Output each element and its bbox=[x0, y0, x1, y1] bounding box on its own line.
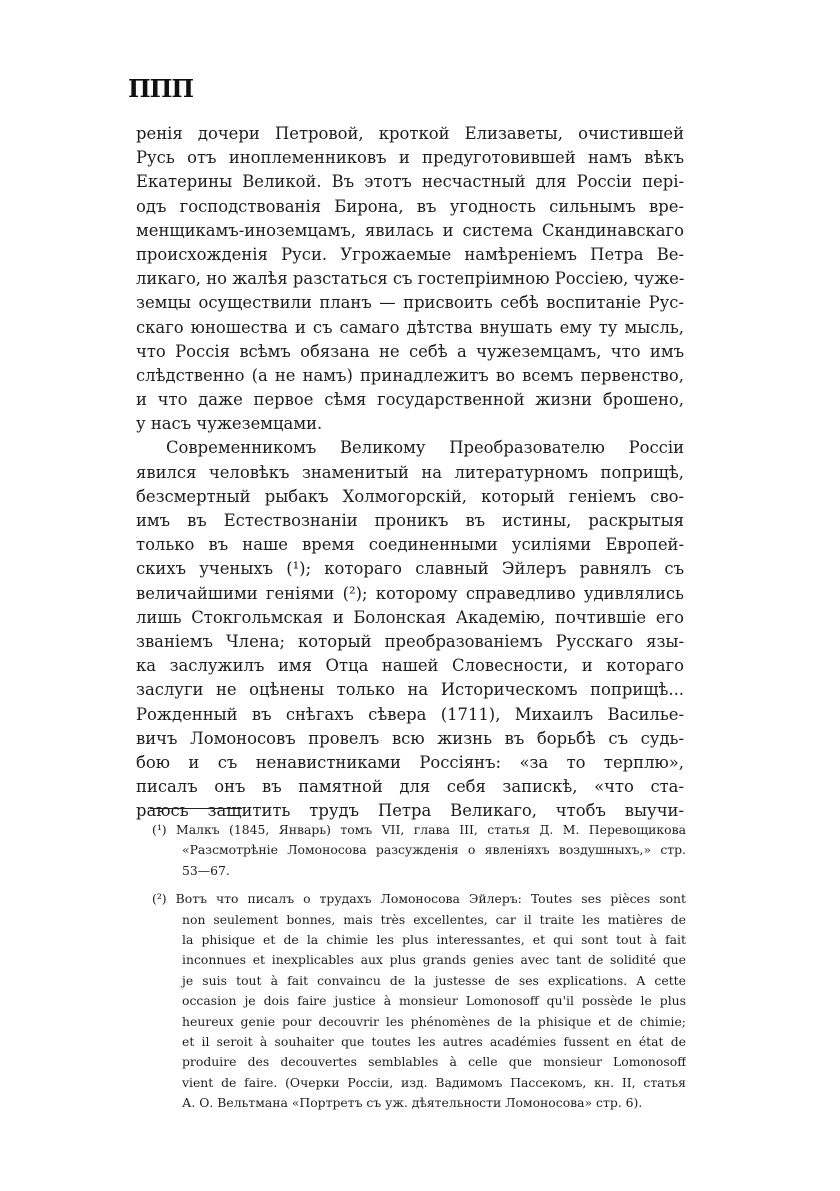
text-line: величайшими геніями (²); которому справедливо удивлялись bbox=[136, 583, 684, 603]
text-line: ренія дочери Петровой, кроткой Елизаветы, очистившей bbox=[136, 124, 684, 143]
text-line: бою и съ ненавистниками Россіянъ: «за то терплю», bbox=[136, 752, 684, 772]
text-line: и что даже первое сѣмя государственной жизни брошено, bbox=[136, 390, 684, 410]
footnote-line: la phisique et de la chimie les plus interessantes, et qui sont tout à fait bbox=[182, 931, 686, 947]
text-line: раюсь защитить трудъ Петра Великаго, чтобъ выучи- bbox=[136, 801, 684, 821]
text-line: заслуги не оцѣнены только на Историческомъ поприщѣ... bbox=[136, 680, 684, 700]
footnote-line: 53—67. bbox=[182, 862, 230, 878]
text-line: менщикамъ-иноземцамъ, явилась и система Скандинавскаго bbox=[136, 220, 684, 240]
footnote-line: «Разсмотрѣніе Ломоносова разсужденія о явленіяхъ воздушныхъ,» стр. bbox=[182, 842, 686, 858]
footnote-line: inconnues et inexplicables aux plus grands genies avec tant de solidité que bbox=[182, 952, 686, 968]
text-line: безсмертный рыбакъ Холмогорскій, который геніемъ сво- bbox=[136, 486, 684, 506]
text-line: только въ наше время соединенными усиліями Европей- bbox=[136, 535, 684, 555]
text-line: Русь отъ иноплеменниковъ и предуготовившей намъ вѣкъ bbox=[136, 148, 684, 168]
text-line: Екатерины Великой. Въ этотъ несчастный для Россіи пері- bbox=[136, 172, 684, 192]
footnote-divider bbox=[150, 808, 242, 809]
footnote-line: occasion je dois faire justice à monsieur Lomonosoff qu'il possède le plus bbox=[182, 993, 686, 1009]
text-line: ликаго, но жалѣя разстаться съ гостепріимною Россіею, чуже- bbox=[136, 269, 684, 289]
footnote-line: А. О. Вельтмана «Портретъ съ уж. дѣятельности Ломоносова» стр. 6). bbox=[182, 1095, 643, 1111]
footnote-line: je suis tout à fait convaincu de la justesse de ses explications. A cette bbox=[182, 972, 686, 988]
text-line: вичъ Ломоносовъ провелъ всю жизнь въ борьбѣ съ судь- bbox=[136, 728, 684, 748]
text-line: земцы осуществили планъ — присвоить себѣ воспитаніе Рус- bbox=[136, 293, 684, 313]
body-text bbox=[136, 122, 684, 823]
text-line: скаго юношества и съ самаго дѣтства внушать ему ту мысль, bbox=[136, 317, 684, 337]
footnote-line: (¹) Малкъ (1845, Январь) томъ VII, глава III, статья Д. М. Перевощикова bbox=[152, 822, 686, 837]
text-line: скихъ ученыхъ (¹); котораго славный Эйлеръ равнялъ съ bbox=[136, 559, 684, 579]
footnote-line: (²) Вотъ что писалъ о трудахъ Ломоносова Эйлеръ: Toutes ses pièces sont bbox=[152, 891, 686, 907]
text-line: происхожденія Руси. Угрожаемые намѣреніемъ Петра Ве- bbox=[136, 244, 684, 264]
text-line: слѣдственно (а не намъ) принадлежитъ во всемъ первенство, bbox=[136, 365, 684, 385]
footnote-line: non seulement bonnes, mais très excellentes, car il traite les matières de bbox=[182, 911, 686, 927]
text-line: лишь Стокгольмская и Болонская Академію, почтившіе его bbox=[136, 607, 684, 627]
text-line: Рожденный въ снѣгахъ сѣвера (1711), Михаилъ Василье- bbox=[136, 704, 684, 724]
footnote-line: heureux genie pour decouvrir les phénomènes de la phisique et de chimie; bbox=[182, 1013, 686, 1029]
text-line: писалъ онъ въ памятной для себя запискѣ, «что ста- bbox=[136, 777, 684, 797]
text-line: Современникомъ Великому Преобразователю Россіи bbox=[166, 438, 684, 458]
footnote-line: produire des decouvertes semblables à celle que monsieur Lomonosoff bbox=[182, 1054, 686, 1070]
footnotes bbox=[152, 820, 686, 1113]
text-line: званіемъ Члена; который преобразованіемъ Русскаго язы- bbox=[136, 631, 684, 651]
text-line: у насъ чужеземцами. bbox=[136, 414, 323, 434]
footnote-line: et il seroit à souhaiter que toutes les autres académies fussent en état de bbox=[182, 1033, 686, 1049]
text-line: ка заслужилъ имя Отца нашей Словесности, и котораго bbox=[136, 656, 684, 676]
text-line: что Россія всѣмъ обязана не себѣ а чужеземцамъ, что имъ bbox=[136, 341, 684, 361]
text-line: явился человѣкъ знаменитый на литературномъ поприщѣ, bbox=[136, 462, 684, 482]
page-number: ΠΠΠ bbox=[128, 74, 193, 103]
text-line: одъ господствованія Бирона, въ угодность сильнымъ вре- bbox=[136, 196, 684, 216]
footnote-line: vient de faire. (Очерки Россіи, изд. Вадимомъ Пассекомъ, кн. II, статья bbox=[182, 1074, 686, 1090]
text-line: имъ въ Естествознаніи проникъ въ истины, раскрытыя bbox=[136, 511, 684, 530]
